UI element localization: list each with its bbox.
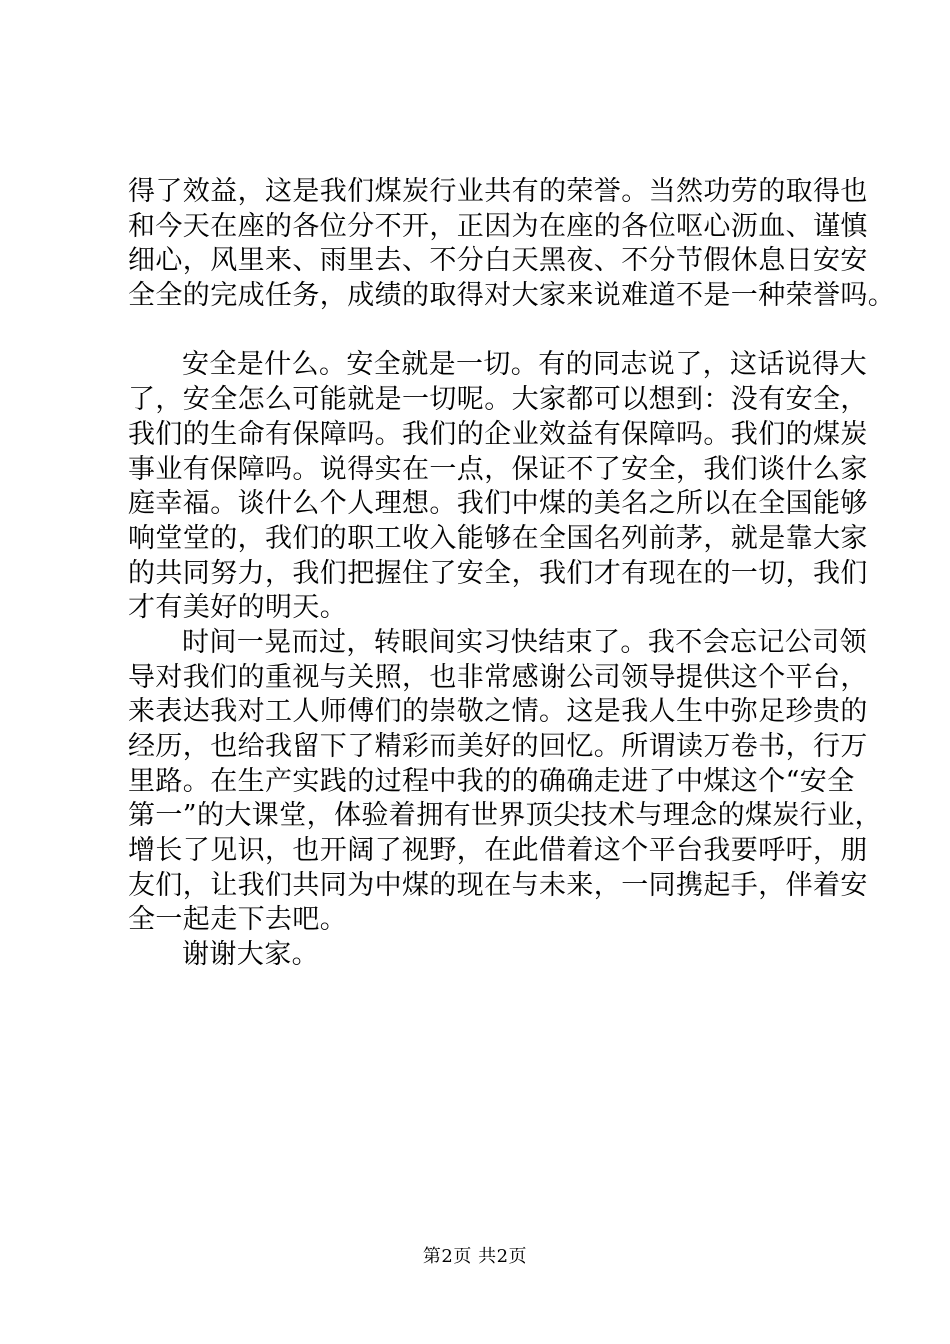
- text-line: 时间一晃而过，转眼间实习快结束了。我不会忘记公司领: [182, 626, 867, 658]
- page-number-footer: 第2页 共2页: [422, 1246, 528, 1267]
- paragraph: [128, 175, 896, 314]
- text-line: 来表达我对工人师傅们的崇敬之情。这是我人生中弥足珍贵的: [128, 696, 868, 728]
- paragraph: [128, 348, 868, 626]
- text-line: 第一”的大课堂，体验着拥有世界顶尖技术与理念的煤炭行业，: [128, 800, 883, 832]
- text-line: 安全是什么。安全就是一切。有的同志说了，这话说得大: [182, 349, 867, 381]
- text-line: 了，安全怎么可能就是一切呢。大家都可以想到：没有安全，: [128, 384, 868, 416]
- text-line: 谢谢大家。: [182, 939, 319, 971]
- text-line: 响堂堂的，我们的职工收入能够在全国名列前茅，就是靠大家: [128, 522, 868, 554]
- text-line: 的共同努力，我们把握住了安全，我们才有现在的一切，我们: [128, 557, 868, 589]
- text-line: 我们的生命有保障吗。我们的企业效益有保障吗。我们的煤炭: [128, 418, 868, 450]
- text-line: 得了效益，这是我们煤炭行业共有的荣誉。当然功劳的取得也: [128, 176, 868, 207]
- text-line: 增长了见识，也开阔了视野，在此借着这个平台我要呼吁，朋: [128, 835, 868, 867]
- text-line: 和今天在座的各位分不开，正因为在座的各位呕心沥血、谨慎: [128, 210, 868, 242]
- paragraph-spacer: [128, 314, 838, 349]
- text-line: 细心，风里来、雨里去、不分白天黑夜、不分节假休息日安安: [128, 245, 868, 277]
- text-line: 全一起走下去吧。: [128, 904, 348, 936]
- text-line: 全全的完成任务，成绩的取得对大家来说难道不是一种荣誉吗。: [128, 280, 896, 312]
- paragraph: [128, 938, 838, 973]
- paragraph: [128, 626, 883, 938]
- text-line: 里路。在生产实践的过程中我的的确确走进了中煤这个“安全: [128, 765, 855, 797]
- document-body: [128, 175, 896, 973]
- text-line: 经历，也给我留下了精彩而美好的回忆。所谓读万卷书，行万: [128, 731, 868, 762]
- text-line: 事业有保障吗。说得实在一点，保证不了安全，我们谈什么家: [128, 453, 868, 485]
- text-line: 才有美好的明天。: [128, 592, 348, 624]
- text-line: 友们，让我们共同为中煤的现在与未来，一同携起手，伴着安: [128, 869, 868, 901]
- text-line: 庭幸福。谈什么个人理想。我们中煤的美名之所以在全国能够: [128, 488, 868, 520]
- text-line: 导对我们的重视与关照，也非常感谢公司领导提供这个平台，: [128, 661, 868, 693]
